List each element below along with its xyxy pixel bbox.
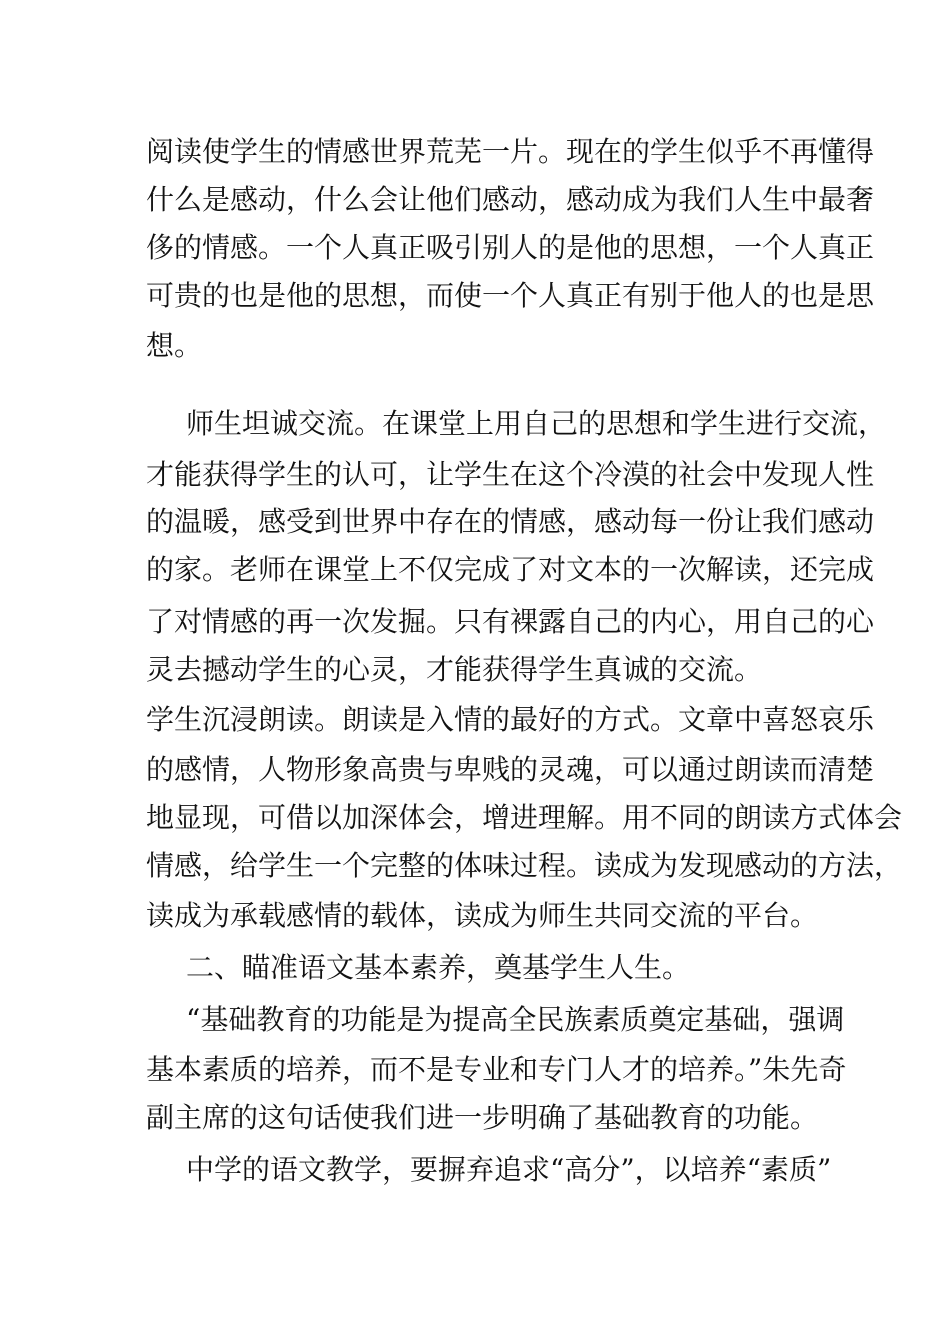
paragraph-1-line-3: 侈的情感。一个人真正吸引别人的是他的思想，一个人真正 xyxy=(146,231,875,264)
paragraph-1-line-4: 可贵的也是他的思想，而使一个人真正有别于他人的也是思 xyxy=(146,279,875,312)
paragraph-1-line-1: 阅读使学生的情感世界荒芜一片。现在的学生似乎不再懂得 xyxy=(146,135,875,168)
paragraph-3-line-1: 学生沉浸朗读。朗读是入情的最好的方式。文章中喜怒哀乐 xyxy=(146,703,875,736)
paragraph-3-line-4: 情感，给学生一个完整的体味过程。读成为发现感动的方法， xyxy=(146,849,903,882)
paragraph-3-line-3: 地显现，可借以加深体会，增进理解。用不同的朗读方式体会 xyxy=(146,801,903,834)
paragraph-1-line-5: 想。 xyxy=(146,329,203,362)
paragraph-2-line-1: 师生坦诚交流。在课堂上用自己的思想和学生进行交流， xyxy=(186,407,887,440)
paragraph-2-line-2: 才能获得学生的认可，让学生在这个冷漠的社会中发现人性 xyxy=(146,458,875,491)
paragraph-3-line-5: 读成为承载感情的载体，读成为师生共同交流的平台。 xyxy=(146,899,819,932)
paragraph-3-line-2: 的感情，人物形象高贵与卑贱的灵魂，可以通过朗读而清楚 xyxy=(146,753,875,786)
paragraph-2-line-4: 的家。老师在课堂上不仅完成了对文本的一次解读，还完成 xyxy=(146,553,875,586)
section-heading: 二、瞄准语文基本素养，奠基学生人生。 xyxy=(186,951,691,984)
paragraph-1-line-2: 什么是感动，什么会让他们感动，感动成为我们人生中最奢 xyxy=(146,183,875,216)
paragraph-2-line-5: 了对情感的再一次发掘。只有裸露自己的内心，用自己的心 xyxy=(146,605,875,638)
paragraph-2-line-3: 的温暖，感受到世界中存在的情感，感动每一份让我们感动 xyxy=(146,505,875,538)
paragraph-5-line-2: 基本素质的培养，而不是专业和专门人才的培养。”朱先奇 xyxy=(146,1053,847,1086)
paragraph-6-line-1: 中学的语文教学，要摒弃追求“高分”，以培养“素质” xyxy=(186,1153,832,1186)
paragraph-5-line-3: 副主席的这句话使我们进一步明确了基础教育的功能。 xyxy=(146,1101,819,1134)
paragraph-5-line-1: “基础教育的功能是为提高全民族素质奠定基础，强调 xyxy=(186,1003,845,1036)
paragraph-2-line-6: 灵去撼动学生的心灵，才能获得学生真诚的交流。 xyxy=(146,653,763,686)
